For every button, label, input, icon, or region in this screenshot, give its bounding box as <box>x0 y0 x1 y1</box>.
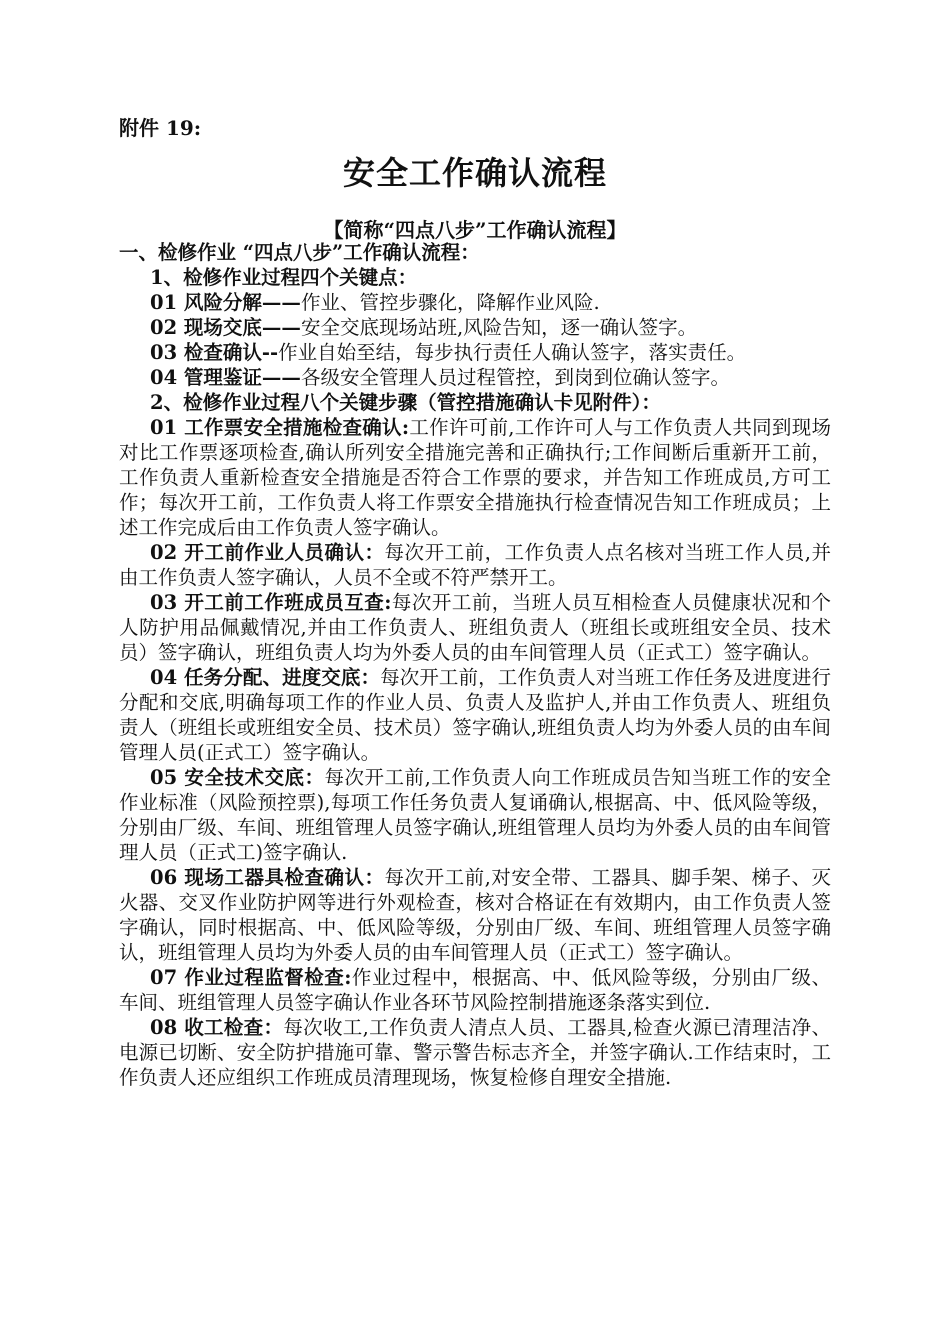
key-point <box>119 290 831 315</box>
step-label: 01 工作票安全措施检查确认: <box>150 416 410 439</box>
document-subtitle: 【简称“四点八步”工作确认流程】 <box>323 218 627 242</box>
step-paragraph <box>119 665 831 765</box>
step-label: 08 收工检查： <box>150 1016 284 1039</box>
key-point <box>119 365 831 390</box>
document-title: 安全工作确认流程 <box>342 154 607 192</box>
step-label: 07 作业过程监督检查: <box>150 966 352 989</box>
document-body <box>119 240 831 1090</box>
step-paragraph <box>119 1015 831 1090</box>
key-point-label: 01 风险分解—— <box>150 291 301 314</box>
step-paragraph <box>119 765 831 865</box>
step-label: 05 安全技术交底： <box>150 766 325 789</box>
key-point <box>119 340 831 365</box>
step-text: 每次开工前,工作负责人向工作班成员告知当班工作的安全作业标准（风险预控票),每项工作任务负责人复诵确认,根据高、中、低风险等级，分别由厂级、车间、班组管理人员签字确认,班组管理人员均为外委人员的由车间管理人员（正式工)签字确认. <box>119 766 831 864</box>
key-point-label: 02 现场交底—— <box>150 316 301 339</box>
step-paragraph <box>119 865 831 965</box>
step-paragraph <box>119 965 831 1015</box>
key-point <box>119 315 831 340</box>
step-paragraph <box>119 415 831 540</box>
step-paragraph <box>119 590 831 665</box>
step-text: 每次开工前，当班人员互相检查人员健康状况和个人防护用品佩戴情况,并由工作负责人、班组负责人（班组长或班组安全员、技术员）签字确认，班组负责人均为外委人员的由车间管理人员（正式工）签字确认。 <box>119 591 831 664</box>
key-point-text: 作业、管控步骤化，降解作业风险. <box>300 291 600 314</box>
key-point-text: 安全交底现场站班,风险告知，逐一确认签字。 <box>300 316 698 339</box>
step-text: 每次开工前,对安全带、工器具、脚手架、梯子、灭火器、交叉作业防护网等进行外观检查，核对合格证在有效期内，由工作负责人签字确认，同时根据高、中、低风险等级，分别由厂级、车间、班组管理人员签字确认，班组管理人员均为外委人员的由车间管理人员（正式工）签字确认。 <box>119 866 831 964</box>
step-text: 工作许可前,工作许可人与工作负责人共同到现场对比工作票逐项检查,确认所列安全措施完善和正确执行;工作间断后重新开工前，工作负责人重新检查安全措施是否符合工作票的要求，并告知工作班成员,方可工作；每次开工前，工作负责人将工作票安全措施执行检查情况告知工作班成员；上述工作完成后由工作负责人签字确认。 <box>119 416 832 539</box>
key-point-label: 03 检查确认-- <box>150 341 279 364</box>
step-text: 作业过程中，根据高、中、低风险等级，分别由厂级、车间、班组管理人员签字确认作业各环节风险控制措施逐条落实到位. <box>119 966 831 1014</box>
step-label: 02 开工前作业人员确认： <box>150 541 385 564</box>
step-text: 每次开工前，工作负责人点名核对当班工作人员,并由工作负责人签字确认，人员不全或不符严禁开工。 <box>119 541 831 589</box>
step-label: 04 任务分配、进度交底： <box>150 666 381 689</box>
step-paragraph <box>119 540 831 590</box>
key-point-text: 各级安全管理人员过程管控，到岗到位确认签字。 <box>300 366 730 389</box>
step-label: 06 现场工器具检查确认： <box>150 866 385 889</box>
step-label: 03 开工前工作班成员互查: <box>150 591 392 614</box>
key-point-text: 作业自始至结，每步执行责任人确认签字，落实责任。 <box>278 341 747 364</box>
step-text: 每次开工前，工作负责人对当班工作任务及进度进行分配和交底,明确每项工作的作业人员、负责人及监护人,并由工作负责人、班组负责人（班组长或班组安全员、技术员）签字确认,班组负责人均为外委人员的由车间管理人员(正式工）签字确认。 <box>119 666 831 764</box>
part1-heading: 1、检修作业过程四个关键点： <box>150 266 418 289</box>
key-point-label: 04 管理鉴证—— <box>150 366 301 389</box>
section-heading: 一、检修作业 “四点八步”工作确认流程： <box>119 241 480 264</box>
part2-heading: 2、检修作业过程八个关键步骤（管控措施确认卡见附件）： <box>150 391 661 414</box>
attachment-label: 附件 19: <box>119 116 202 140</box>
step-text: 每次收工,工作负责人清点人员、工器具,检查火源已清理洁净、电源已切断、安全防护措施可靠、警示警告标志齐全，并签字确认.工作结束时，工作负责人还应组织工作班成员清理现场，恢复检修自理安全措施. <box>119 1016 831 1089</box>
